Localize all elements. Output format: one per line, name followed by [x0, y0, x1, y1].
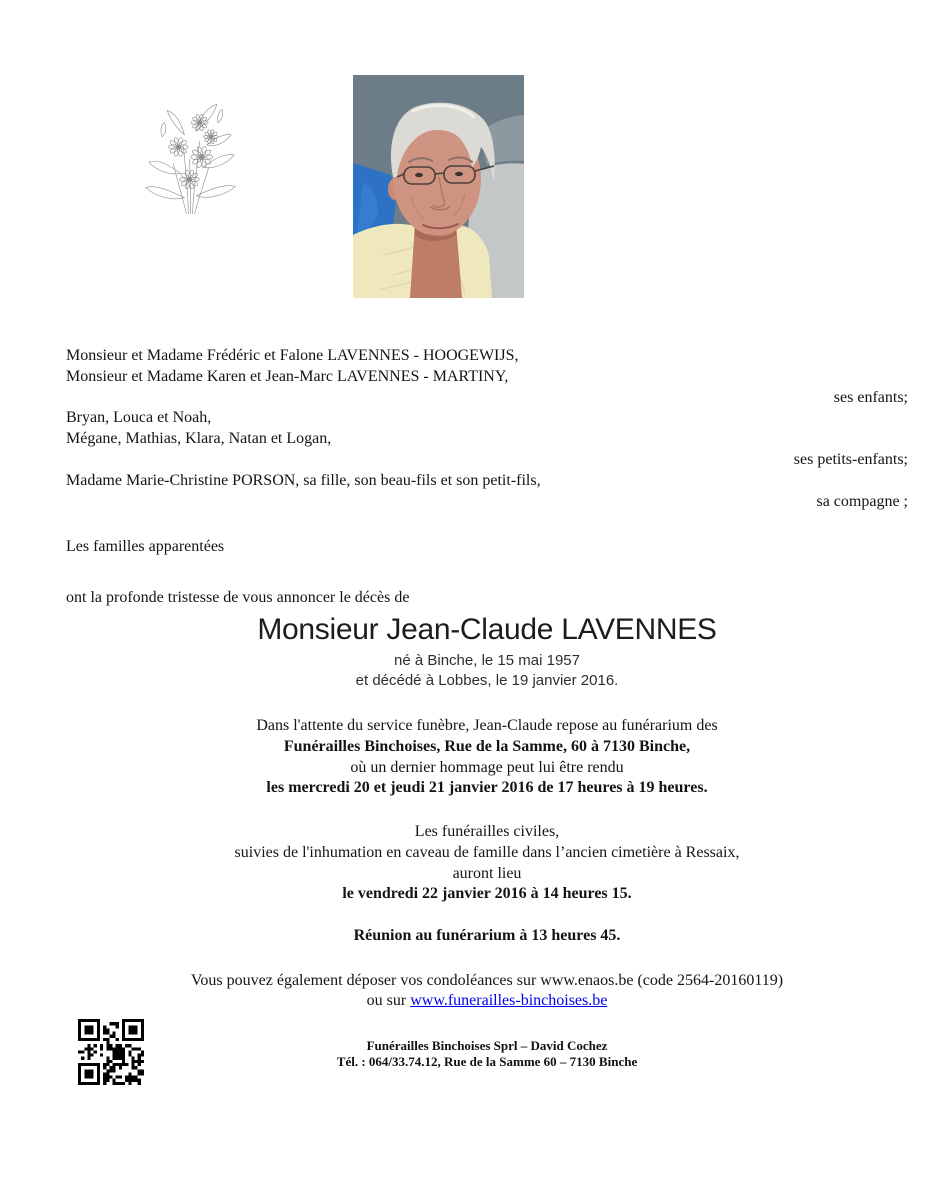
portrait-photo — [353, 75, 524, 298]
visitation-address: Funérailles Binchoises, Rue de la Samme, 60 à 7130 Binche, — [283, 737, 691, 755]
family-line: Bryan, Louca et Noah, — [66, 409, 212, 427]
death-line: et décédé à Lobbes, le 19 janvier 2016. — [355, 671, 619, 689]
funeral-section — [66, 822, 908, 905]
relation-label-grandchildren: ses petits-enfants; — [793, 450, 908, 468]
condolences-link-line — [66, 991, 908, 1011]
funeral-line: Les funérailles civiles, — [414, 823, 560, 840]
meeting-line: Réunion au funérarium à 13 heures 45. — [353, 927, 621, 944]
visitation-section — [66, 716, 908, 799]
footer-section — [66, 1038, 908, 1070]
funeral-line: suivies de l'inhumation en caveau de famille dans l’ancien cimetière à Ressaix, — [234, 843, 740, 861]
relation-label-companion: sa compagne ; — [816, 492, 908, 510]
birth-line: né à Binche, le 15 mai 1957 — [394, 652, 580, 669]
relation-label-children: ses enfants; — [833, 388, 908, 406]
family-section — [66, 346, 908, 512]
condolences-section — [66, 971, 908, 1011]
family-line: Madame Marie-Christine PORSON, sa fille, son beau-fils et son petit-fils, — [66, 471, 541, 489]
visitation-line: où un dernier hommage peut lui être rendu — [350, 758, 624, 776]
announcement-intro: ont la profonde tristesse de vous annoncer le décès de — [66, 589, 410, 606]
condolences-line: Vous pouvez également déposer vos condoléances sur www.enaos.be (code 2564-20160119) — [190, 972, 784, 989]
funeral-home-link[interactable]: www.funerailles-binchoises.be — [410, 992, 608, 1009]
family-line: Mégane, Mathias, Klara, Natan et Logan, — [66, 430, 332, 448]
birth-death-section — [66, 651, 908, 690]
flower-bouquet-art — [138, 84, 243, 216]
funeral-datetime: le vendredi 22 janvier 2016 à 14 heures 15. — [342, 885, 632, 903]
footer-contact: Tél. : 064/33.74.12, Rue de la Samme 60 – 7130 Binche — [336, 1054, 638, 1069]
deceased-name: Monsieur Jean-Claude LAVENNES — [257, 613, 717, 646]
related-families-line: Les familles apparentées — [66, 538, 225, 555]
footer-company: Funérailles Binchoises Sprl – David Cochez — [366, 1038, 608, 1053]
family-line: Monsieur et Madame Frédéric et Falone LAVENNES - HOOGEWIJS, — [66, 347, 519, 364]
visitation-line: Dans l'attente du service funèbre, Jean-Claude repose au funérarium des — [256, 717, 718, 734]
visitation-hours: les mercredi 20 et jeudi 21 janvier 2016 de 17 heures à 19 heures. — [266, 779, 708, 797]
funeral-line: auront lieu — [452, 864, 522, 882]
condolences-link-prefix: ou sur — [366, 992, 411, 1009]
family-line: Monsieur et Madame Karen et Jean-Marc LAVENNES - MARTINY, — [66, 367, 509, 385]
